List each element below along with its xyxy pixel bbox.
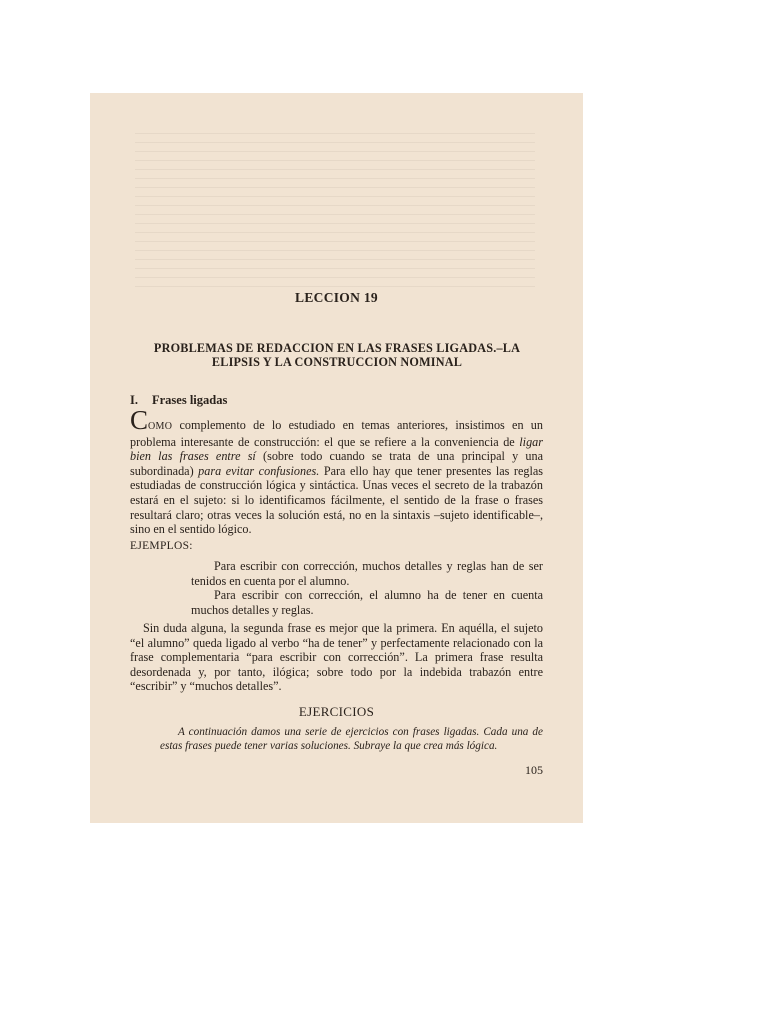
lesson-title-line-1: PROBLEMAS DE REDACCION EN LAS FRASES LIGADAS.–LA: [153, 341, 521, 355]
intro-paragraph: [130, 405, 543, 537]
exercises-instructions: A continuación damos una serie de ejercicios con frases ligadas. Cada una de estas frases puede tener varias soluciones. Subraye la que crea más lógica.: [160, 726, 543, 753]
intro-text-3: Para ello hay que tener presentes las reglas estudiadas de construcción lógica y sintáctica. Unas veces el secreto de la trabazón estará en el sujeto: si lo identificamos fácilmente, el sentido de la frase o frases resultará claro; otras veces la solución está, no en la sintaxis –sujeto identificable–, sino en el sentido lógico.: [130, 463, 543, 537]
intro-text-1: complemento de lo estudiado en temas anteriores, insistimos en un problema interesante de construcción: el que se refiere a la conveniencia de: [130, 418, 543, 449]
page-number: 105: [525, 763, 543, 777]
intro-text-2: (sobre todo cuando se trata de una principal y una subordinada): [130, 449, 543, 478]
intro-italic-2: para evitar confusiones.: [198, 463, 320, 478]
exercises-heading: EJERCICIOS: [298, 704, 375, 719]
drop-cap: C: [130, 405, 149, 435]
lesson-title: [130, 341, 544, 369]
lesson-title-line-2: ELIPSIS Y LA CONSTRUCCION NOMINAL: [211, 355, 463, 369]
section-title: Frases ligadas: [152, 393, 228, 407]
small-caps-word: OMO: [148, 421, 173, 432]
explanation-paragraph: Sin duda alguna, la segunda frase es mejor que la primera. En aquélla, el sujeto “el alumno” queda ligado al verbo “ha de tener” y perfectamente relacionado con la frase complementaria “para escribir con corrección”. La primera frase resulta desordenada y, por tanto, ilógica; sobre todo por la indebida trabazón entre “escribir” y “muchos detalles”.: [130, 621, 543, 694]
examples-label: EJEMPLOS:: [130, 540, 193, 552]
intro-italic-1: ligar bien las frases entre sí: [130, 434, 543, 464]
bleed-through-texture: [135, 133, 535, 293]
example-sentence-2: Para escribir con corrección, el alumno ha de tener en cuenta muchos detalles y reglas.: [191, 588, 543, 617]
section-number: I.: [130, 393, 138, 407]
example-sentence-1: Para escribir con corrección, muchos detalles y reglas han de ser tenidos en cuenta por el alumno.: [191, 559, 543, 588]
lesson-number: LECCION 19: [295, 290, 378, 305]
scanned-page: [90, 93, 583, 823]
examples-block: [191, 559, 543, 617]
